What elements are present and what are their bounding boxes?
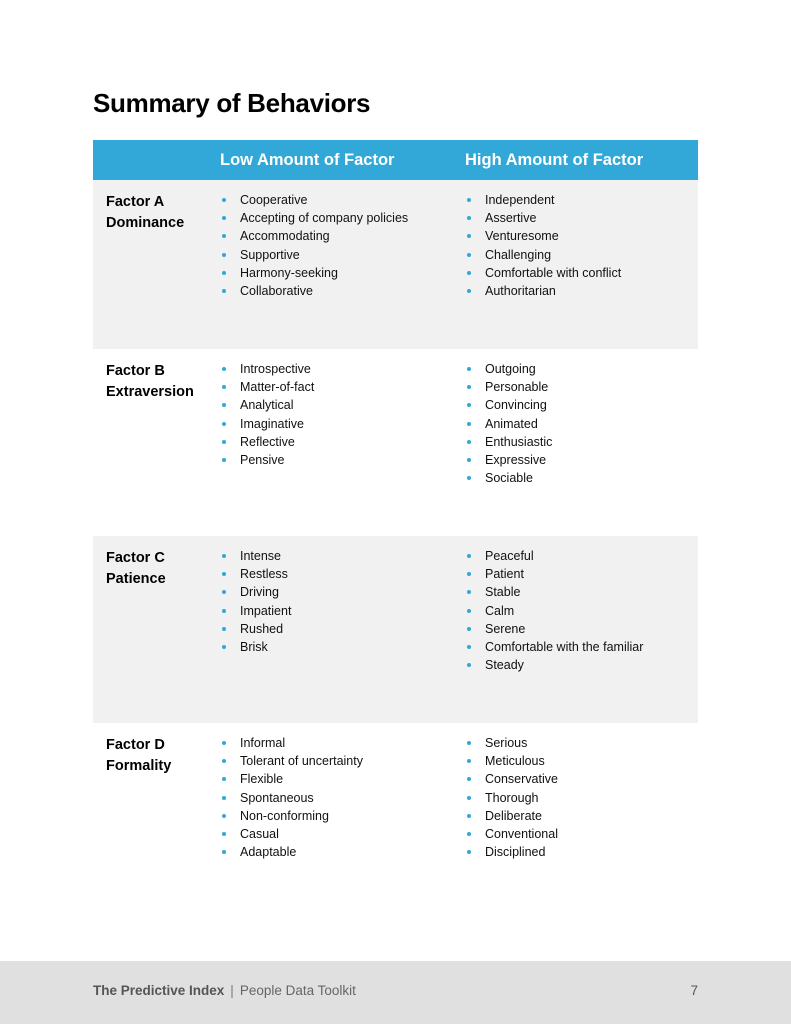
list-item: Pensive	[222, 451, 314, 469]
list-item: Conventional	[467, 825, 558, 843]
factor-label	[106, 735, 171, 777]
high-behaviors-list	[467, 547, 643, 674]
list-item: Intense	[222, 547, 291, 565]
list-item: Calm	[467, 602, 643, 620]
list-item: Steady	[467, 656, 643, 674]
table-row	[93, 349, 698, 536]
list-item: Accepting of company policies	[222, 209, 408, 227]
factor-name: Factor B	[106, 363, 165, 379]
list-item: Restless	[222, 565, 291, 583]
page-footer	[0, 961, 791, 1024]
page-title: Summary of Behaviors	[93, 88, 371, 118]
list-item: Venturesome	[467, 227, 621, 245]
list-item: Challenging	[467, 246, 621, 264]
factor-trait: Dominance	[106, 215, 185, 231]
list-item: Tolerant of uncertainty	[222, 752, 363, 770]
factor-trait: Extraversion	[106, 384, 194, 400]
list-item: Peaceful	[467, 547, 643, 565]
list-item: Cooperative	[222, 191, 408, 209]
footer-brand	[93, 983, 356, 998]
factor-label	[106, 361, 194, 403]
list-item: Patient	[467, 565, 643, 583]
list-item: Flexible	[222, 770, 363, 788]
list-item: Conservative	[467, 770, 558, 788]
factor-label	[106, 548, 166, 590]
list-item: Informal	[222, 734, 363, 752]
list-item: Impatient	[222, 602, 291, 620]
list-item: Deliberate	[467, 807, 558, 825]
list-item: Thorough	[467, 789, 558, 807]
list-item: Expressive	[467, 451, 552, 469]
list-item: Comfortable with the familiar	[467, 638, 643, 656]
low-behaviors-list	[222, 360, 314, 469]
high-behaviors-list	[467, 734, 558, 861]
list-item: Assertive	[467, 209, 621, 227]
list-item: Animated	[467, 415, 552, 433]
list-item: Rushed	[222, 620, 291, 638]
low-factor-header: Low Amount of Factor	[220, 151, 395, 169]
list-item: Independent	[467, 191, 621, 209]
list-item: Collaborative	[222, 282, 408, 300]
list-item: Brisk	[222, 638, 291, 656]
list-item: Disciplined	[467, 843, 558, 861]
list-item: Imaginative	[222, 415, 314, 433]
list-item: Harmony-seeking	[222, 264, 408, 282]
list-item: Serious	[467, 734, 558, 752]
list-item: Casual	[222, 825, 363, 843]
table-row	[93, 536, 698, 723]
list-item: Authoritarian	[467, 282, 621, 300]
footer-subtitle: People Data Toolkit	[239, 983, 356, 998]
list-item: Introspective	[222, 360, 314, 378]
list-item: Serene	[467, 620, 643, 638]
brand-name: The Predictive Index	[93, 983, 225, 998]
page-number: 7	[690, 983, 698, 998]
table-row	[93, 723, 698, 887]
list-item: Driving	[222, 583, 291, 601]
list-item: Convincing	[467, 396, 552, 414]
high-behaviors-list	[467, 191, 621, 300]
list-item: Non-conforming	[222, 807, 363, 825]
list-item: Outgoing	[467, 360, 552, 378]
table-header	[93, 140, 698, 180]
list-item: Analytical	[222, 396, 314, 414]
list-item: Meticulous	[467, 752, 558, 770]
factor-label	[106, 192, 184, 234]
footer-separator: |	[230, 983, 234, 998]
list-item: Reflective	[222, 433, 314, 451]
list-item: Personable	[467, 378, 552, 396]
list-item: Supportive	[222, 246, 408, 264]
low-behaviors-list	[222, 547, 291, 656]
factor-name: Factor C	[106, 550, 165, 566]
factor-name: Factor D	[106, 737, 165, 753]
low-behaviors-list	[222, 734, 363, 861]
list-item: Adaptable	[222, 843, 363, 861]
list-item: Comfortable with conflict	[467, 264, 621, 282]
high-behaviors-list	[467, 360, 552, 487]
list-item: Enthusiastic	[467, 433, 552, 451]
factor-name: Factor A	[106, 194, 165, 210]
list-item: Matter-of-fact	[222, 378, 314, 396]
table-row	[93, 180, 698, 349]
list-item: Sociable	[467, 469, 552, 487]
factor-trait: Patience	[106, 571, 166, 587]
behaviors-table	[93, 140, 698, 887]
high-factor-header: High Amount of Factor	[465, 151, 644, 169]
list-item: Stable	[467, 583, 643, 601]
list-item: Spontaneous	[222, 789, 363, 807]
list-item: Accommodating	[222, 227, 408, 245]
factor-trait: Formality	[106, 758, 172, 774]
low-behaviors-list	[222, 191, 408, 300]
